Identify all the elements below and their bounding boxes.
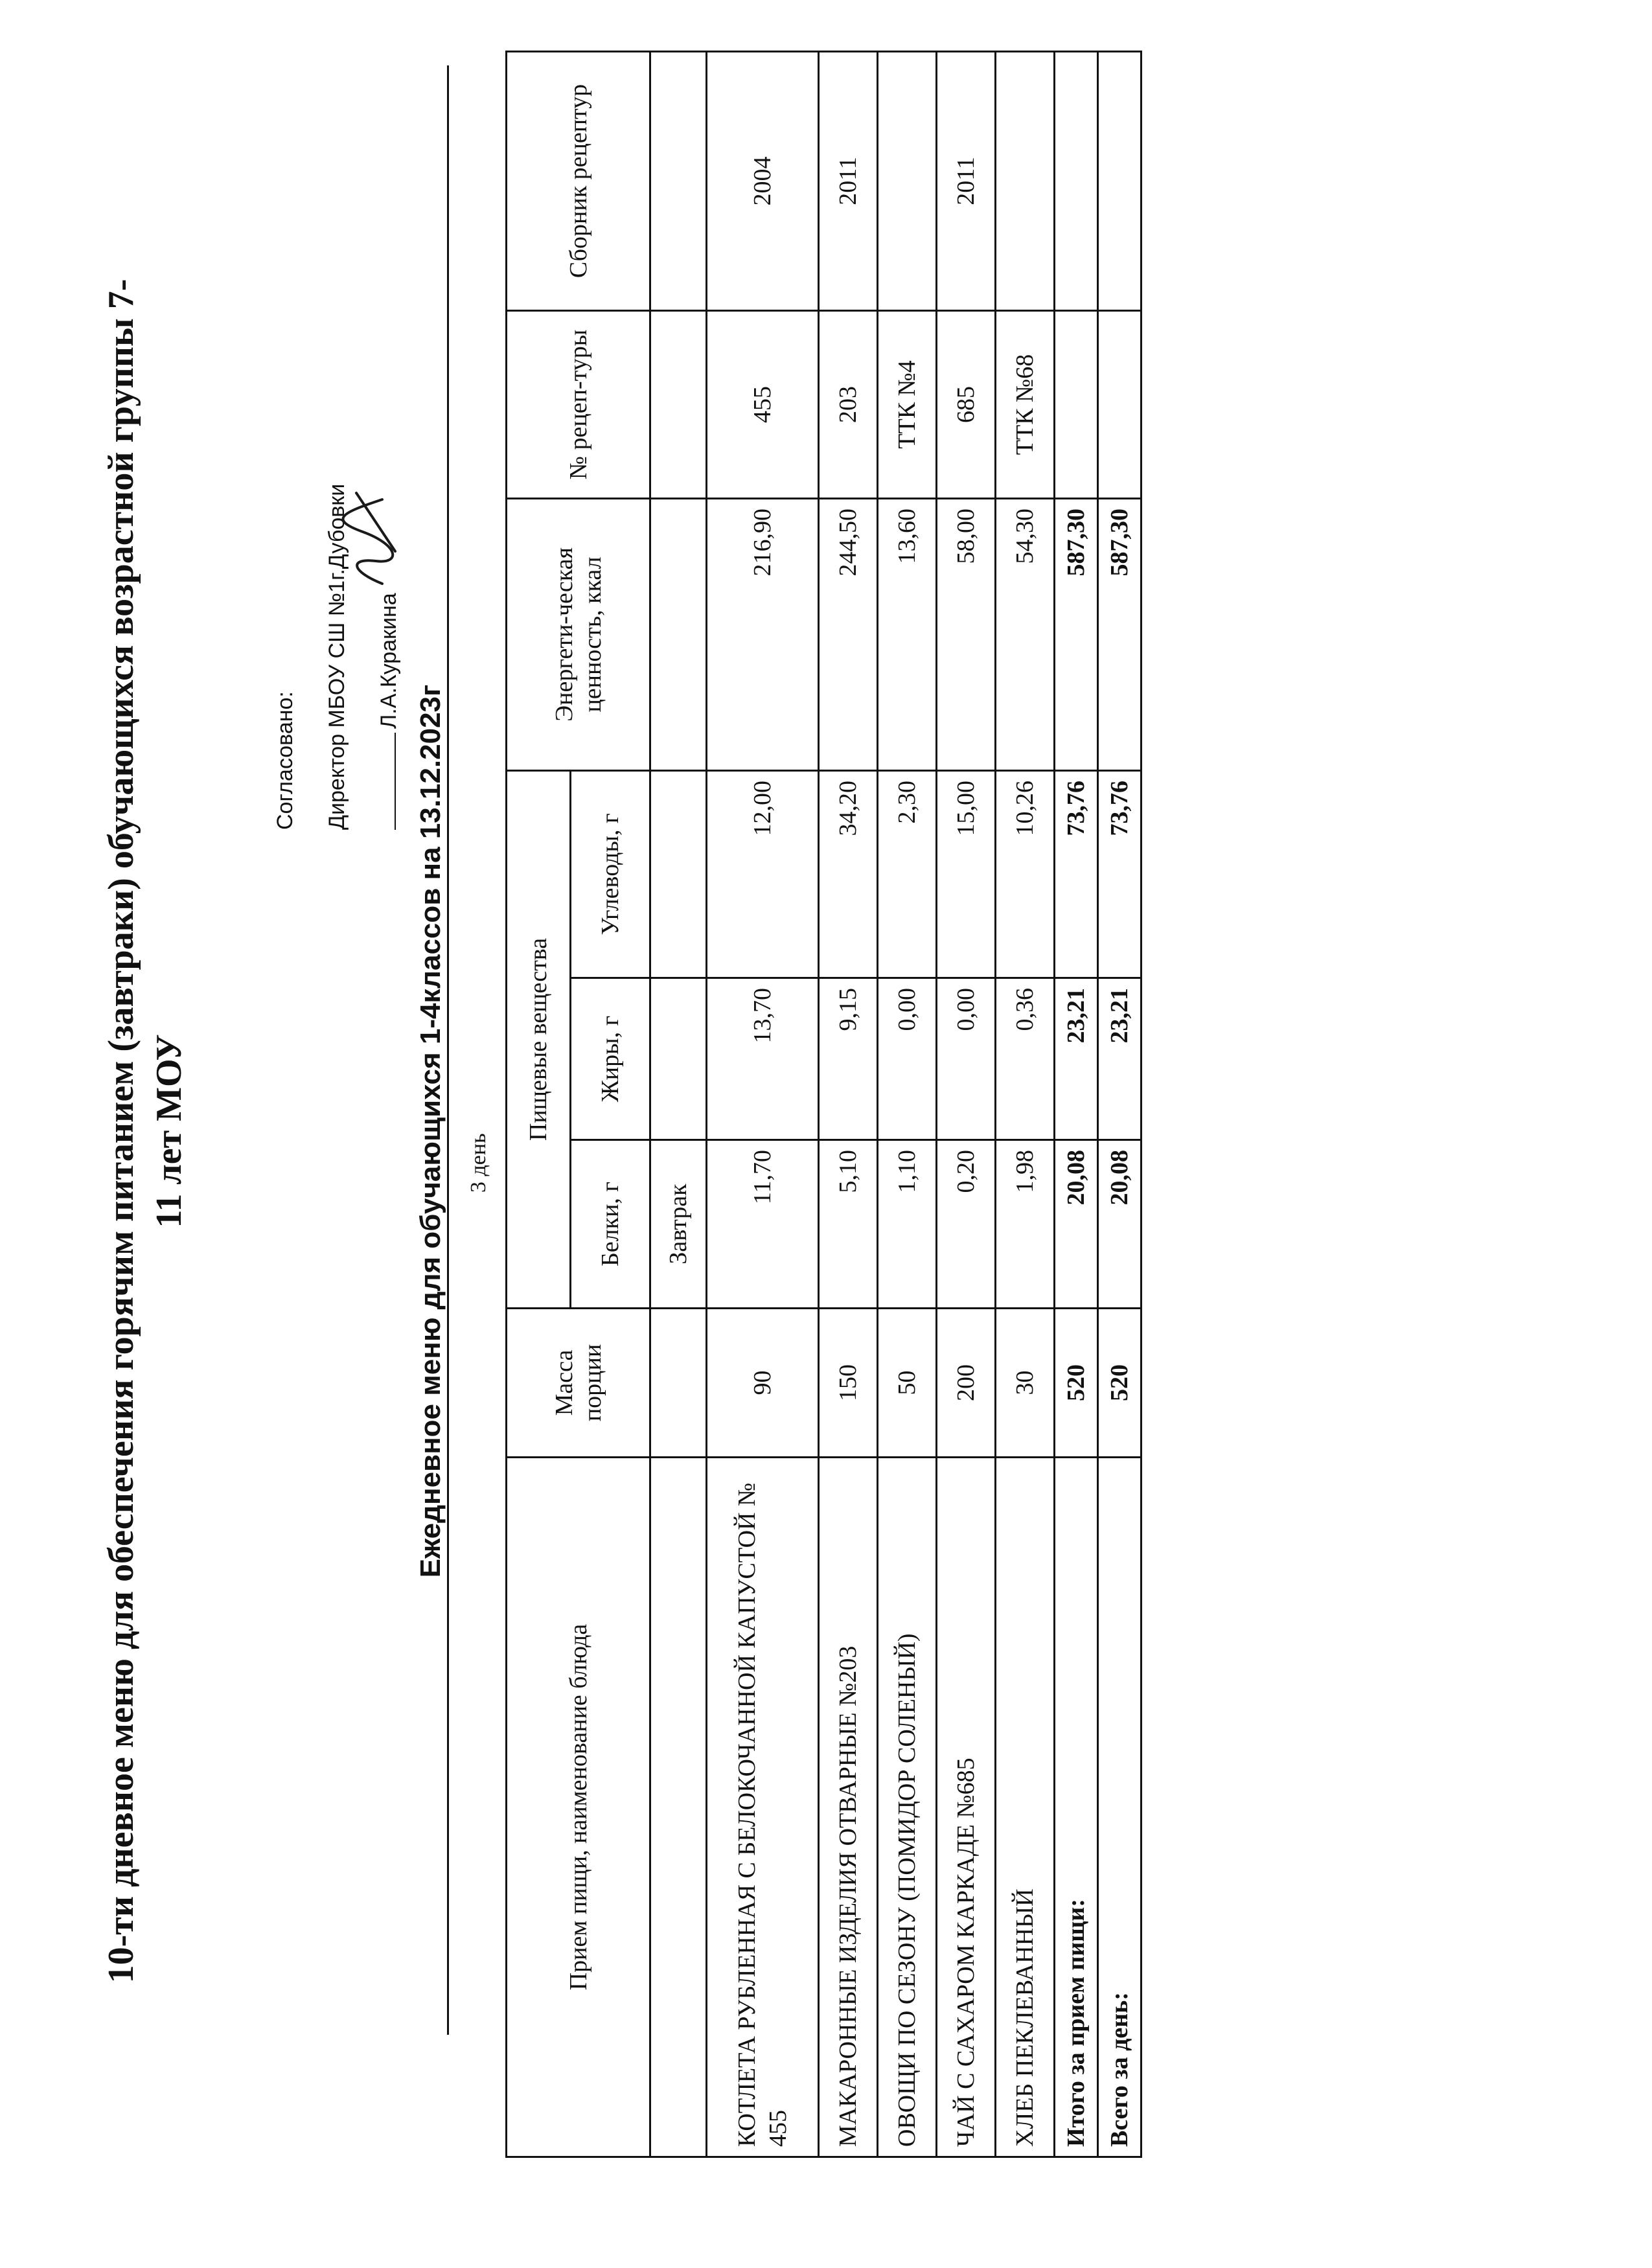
dish-carbs: 15,00 [937,770,996,978]
table-row [707,51,819,2157]
total-row-meal [1055,51,1098,2157]
document-title [97,111,193,2151]
approval-signature-line [363,52,415,830]
dish-recipe: 203 [819,310,878,498]
dish-mass: 50 [878,1309,937,1458]
approval-label: Согласовано: [273,691,297,830]
approval-block [259,52,415,830]
total-label: Всего за день: [1098,1458,1141,2157]
dish-proteins: 0,20 [937,1140,996,1309]
header-fats: Жиры, г [571,978,650,1140]
dish-mass: 200 [937,1309,996,1458]
dish-energy: 13,60 [878,498,937,770]
table-row [937,51,996,2157]
dish-recipe: ТТК №68 [996,310,1055,498]
dish-fats: 0,00 [937,978,996,1140]
dish-fats: 0,00 [878,978,937,1140]
table-row [878,51,937,2157]
dish-name: КОТЛЕТА РУБЛЕННАЯ С БЕЛОКОЧАННОЙ КАПУСТОЙ № 455 [707,1458,819,2157]
header-mass: Масса порции [507,1309,650,1458]
total-label: Итого за прием пищи: [1055,1458,1098,2157]
title-line-2: 11 лет МОУ [149,1034,189,1228]
dish-collection: 2004 [707,51,819,310]
dish-collection [878,51,937,310]
dish-energy: 216,90 [707,498,819,770]
dish-mass: 30 [996,1309,1055,1458]
dish-carbs: 12,00 [707,770,819,978]
dish-energy: 244,50 [819,498,878,770]
signature-icon [337,480,408,597]
dish-name: МАКАРОННЫЕ ИЗДЕЛИЯ ОТВАРНЫЕ №203 [819,1458,878,2157]
dish-recipe: ТТК №4 [878,310,937,498]
dish-proteins: 1,10 [878,1140,937,1309]
dish-mass: 150 [819,1309,878,1458]
dish-recipe: 685 [937,310,996,498]
total-fats: 23,21 [1098,978,1141,1140]
dish-collection [996,51,1055,310]
dish-name: ЧАЙ С САХАРОМ КАРКАДЕ №685 [937,1458,996,2157]
total-carbs: 73,76 [1098,770,1141,978]
dish-recipe: 455 [707,310,819,498]
dish-fats: 13,70 [707,978,819,1140]
dish-fats: 0,36 [996,978,1055,1140]
dish-proteins: 5,10 [819,1140,878,1309]
dish-collection: 2011 [937,51,996,310]
dish-energy: 54,30 [996,498,1055,770]
header-recipe-collection: Сборник рецептур [507,51,650,310]
meal-label: Завтрак [650,1140,707,1309]
dish-proteins: 1,98 [996,1140,1055,1309]
dish-energy: 58,00 [937,498,996,770]
menu-table [505,51,1142,2158]
title-line-1: 10-ти дневное меню для обеспечения горячим питанием (завтраки) обучающихся возрастной группы 7- [101,279,141,1984]
dish-proteins: 11,70 [707,1140,819,1309]
header-recipe-number: № рецеп-туры [507,310,650,498]
total-proteins: 20,08 [1098,1140,1141,1309]
total-mass: 520 [1055,1309,1098,1458]
dish-carbs: 10,26 [996,770,1055,978]
table-row [819,51,878,2157]
day-label: 3 день [466,1133,490,1193]
dish-carbs: 2,30 [878,770,937,978]
meal-row [650,51,707,2157]
total-carbs: 73,76 [1055,770,1098,978]
table-header-row [507,51,571,2157]
total-row-day [1098,51,1141,2157]
header-energy: Энергети-ческая ценность, ккал [507,498,650,770]
divider [447,65,449,2035]
dish-name: ХЛЕБ ПЕКЛЕВАННЫЙ [996,1458,1055,2157]
header-nutrients: Пищевые вещества [507,770,571,1308]
dish-fats: 9,15 [819,978,878,1140]
table-row [996,51,1055,2157]
header-proteins: Белки, г [571,1140,650,1309]
total-proteins: 20,08 [1055,1140,1098,1309]
dish-carbs: 34,20 [819,770,878,978]
total-energy: 587,30 [1055,498,1098,770]
dish-mass: 90 [707,1309,819,1458]
dish-collection: 2011 [819,51,878,310]
approval-name: Л.А.Куракина [376,593,401,729]
total-energy: 587,30 [1098,498,1141,770]
header-dish: Прием пищи, наименование блюда [507,1458,650,2157]
approval-director: Директор МБОУ СШ №1г.Дубовки [325,483,349,830]
menu-title: Ежедневное меню для обучающихся 1-4классов на 13.12.2023г [415,684,446,1578]
total-fats: 23,21 [1055,978,1098,1140]
header-carbs: Углеводы, г [571,770,650,978]
dish-name: ОВОЩИ ПО СЕЗОНУ (ПОМИДОР СОЛЕНЫЙ) [878,1458,937,2157]
total-mass: 520 [1098,1309,1141,1458]
